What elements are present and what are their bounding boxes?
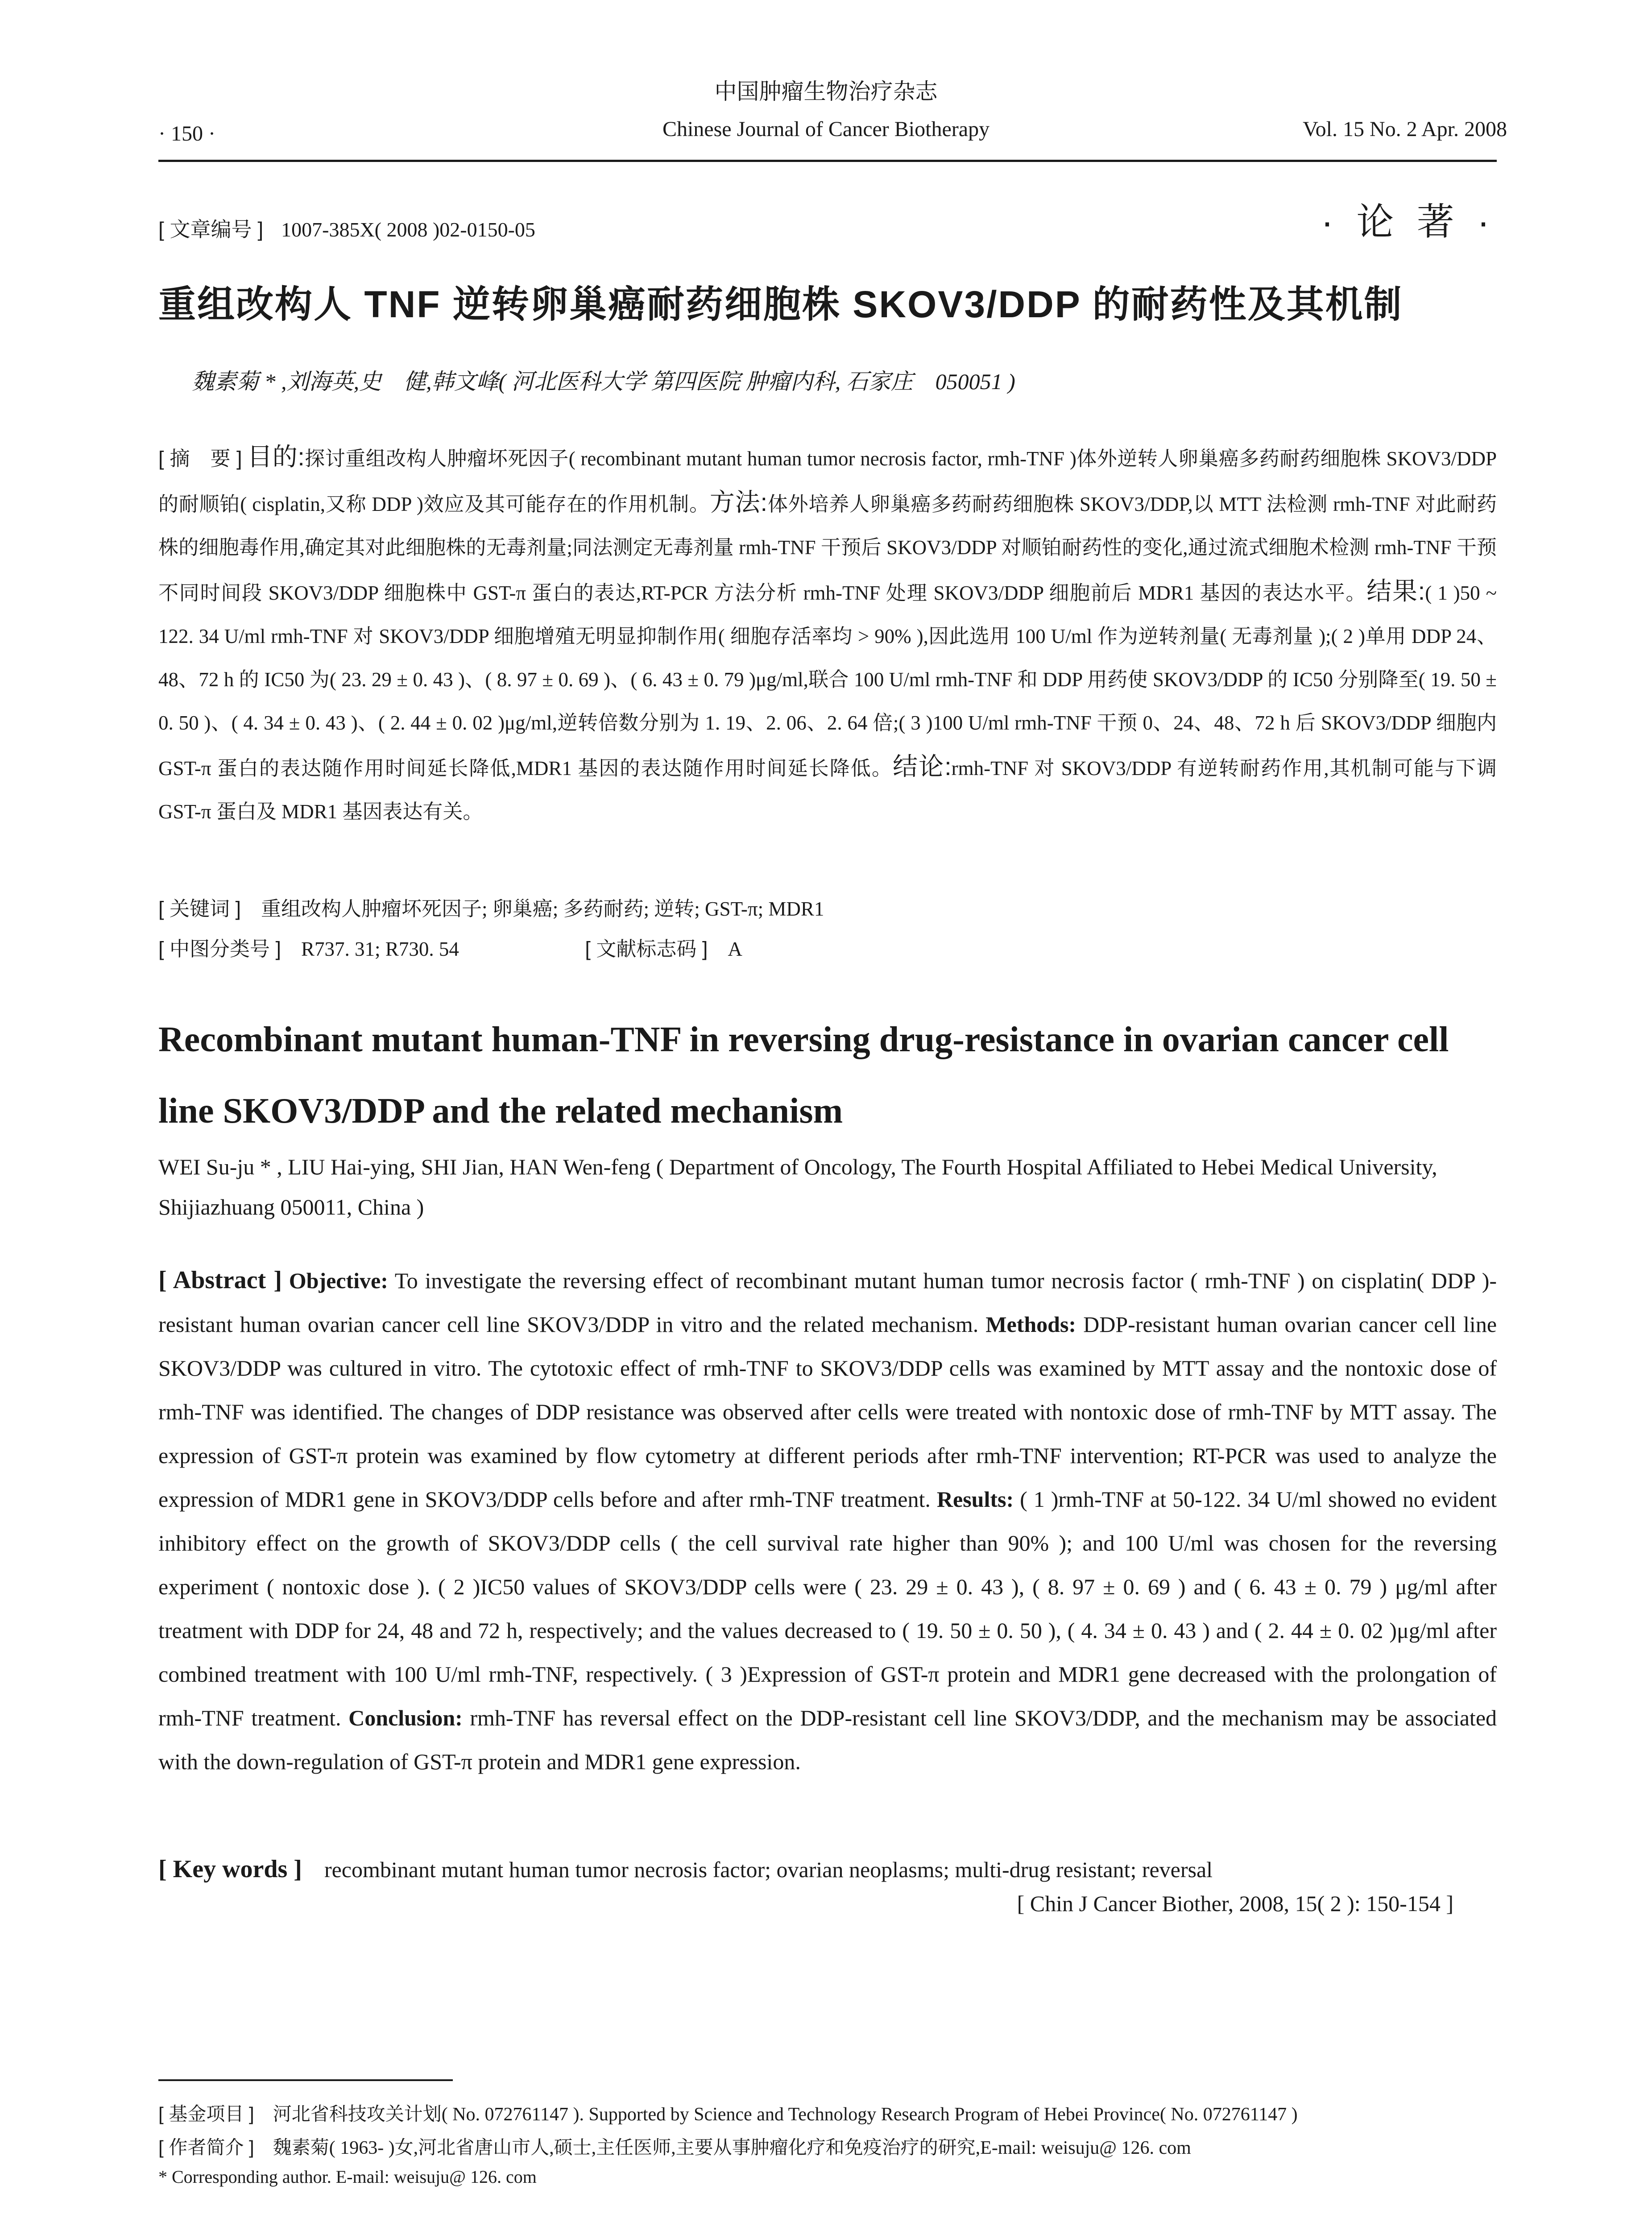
abstract-en [158,1258,1497,1783]
title-en: Recombinant mutant human-TNF in reversing drug-resistance in ovarian cancer cell line SKOV3/DDP and the related mechanism [158,1020,1449,1131]
abstract-en-conclusion: rmh-TNF has reversal effect on the DDP-resistant cell line SKOV3/DDP, and the mechanism may be associated with the down-regulation of GST-π protein and MDR1 gene expression. [158,1705,1497,1774]
footnote-author-label: [ 作者简介 ] [158,2137,254,2158]
abstract-en-conclusion-label: Conclusion: [348,1705,463,1730]
title-cn: 重组改构人 TNF 逆转卵巢癌耐药细胞株 SKOV3/DDP 的耐药性及其机制 [158,283,1403,325]
article-id-label: [ 文章编号 ] [158,218,264,241]
footnote-fund [158,2099,1298,2126]
abstract-en-results: ( 1 )rmh-TNF at 50-122. 34 U/ml showed no evident inhibitory effect on the growth of SKOV3/DDP cells ( the cell survival rate higher than 90% ); and 100 U/ml was chosen for the reversing experiment ( nontoxic dose ). ( 2 )IC50 values of SKOV3/DDP cells were ( 23. 29 ± 0. 43 ), ( 8. 97 ± 0. 69 ) and ( 6. 43 ± 0. 79 ) μg/ml after treatment with DDP for 24, 48 and 72 h, respectively; and the values decreased to ( 19. 50 ± 0. 50 ), ( 4. 34 ± 0. 43 ) and ( 2. 44 ± 0. 02 )μg/ml after combined treatment with 100 U/ml rmh-TNF, respectively. ( 3 )Expression of GST-π protein and MDR1 gene decreased with the prolongation of rmh-TNF treatment. [158,1487,1497,1730]
citation: [ Chin J Cancer Biother, 2008, 15( 2 ): 150-154 ] [1017,1891,1453,1916]
authors-cn: 魏素菊 * ,刘海英,史 健,韩文峰( 河北医科大学 第四医院 肿瘤内科, 石家庄 050051 ) [192,369,1015,394]
abstract-en-results-label: Results: [936,1487,1014,1512]
classification [158,933,742,962]
footnote-corresponding: * Corresponding author. E-mail: weisuju@ 126. com [158,2167,537,2187]
volume-info: Vol. 15 No. 2 Apr. 2008 [1303,117,1507,141]
keywords-cn-label: [ 关键词 ] [158,897,241,920]
footnote-rule [158,2079,453,2081]
footnote-author [158,2133,1191,2160]
abstract-en-objective-label: Objective: [289,1268,388,1293]
doc-code-value: A [728,938,742,960]
abstract-cn [158,435,1497,834]
section-tag: · 论 著 · [1321,201,1496,243]
keywords-en-label: [ Key words ] [158,1855,302,1883]
abstract-cn-objective: 探讨重组改构人肿瘤坏死因子( recombinant mutant human tumor necrosis factor, rmh-TNF )体外逆转人卵巢癌多药耐药细胞株 SKOV3/DDP 的耐顺铂( cisplatin,又称 DDP )效应及其可能存在的作用机制。 [158,448,1497,515]
page-number: · 150 · [158,122,215,145]
abstract-cn-results-label: 结果: [1366,577,1425,605]
abstract-cn-conclusion-label: 结论: [892,752,952,780]
article-id [158,213,535,243]
abstract-cn-label: [ 摘 要 ] [158,447,242,470]
footnote-fund-text: 河北省科技攻关计划( No. 072761147 ). Supported by Science and Technology Research Program of Hebei Province( No. 072761147 ) [273,2104,1298,2125]
classification-label: [ 中图分类号 ] [158,937,282,960]
authors-en: WEI Su-ju * , LIU Hai-ying, SHI Jian, HAN Wen-feng ( Department of Oncology, The Fourth Hospital Affiliated to Hebei Medical University, Shijiazhuang 050011, China ) [158,1154,1437,1219]
abstract-en-methods: DDP-resistant human ovarian cancer cell line SKOV3/DDP was cultured in vitro. The cytotoxic effect of rmh-TNF to SKOV3/DDP cells was examined by MTT assay and the nontoxic dose of rmh-TNF was identified. The changes of DDP resistance was observed after cells were treated with nontoxic dose of rmh-TNF by MTT assay. The expression of GST-π protein was examined by flow cytometry at different periods after rmh-TNF intervention; RT-PCR was used to analyze the expression of MDR1 gene in SKOV3/DDP cells before and after rmh-TNF treatment. [158,1312,1497,1512]
journal-name-cn: 中国肿瘤生物治疗杂志 [714,79,938,104]
keywords-en-value: recombinant mutant human tumor necrosis factor; ovarian neoplasms; multi-drug resistant; reversal [324,1857,1213,1882]
abstract-cn-objective-label: 目的: [247,443,305,471]
footnote-fund-label: [ 基金项目 ] [158,2103,254,2124]
abstract-cn-methods: 体外培养人卵巢癌多药耐药细胞株 SKOV3/DDP,以 MTT 法检测 rmh-TNF 对此耐药株的细胞毒作用,确定其对此细胞株的无毒剂量;同法测定无毒剂量 rmh-TNF 干预后 SKOV3/DDP 对顺铂耐药性的变化,通过流式细胞术检测 rmh-TNF 干预不同时间段 SKOV3/DDP 细胞株中 GST-π 蛋白的表达,RT-PCR 方法分析 rmh-TNF 处理 SKOV3/DDP 细胞前后 MDR1 基因的表达水平。 [158,493,1497,604]
keywords-cn-value: 重组改构人肿瘤坏死因子; 卵巢癌; 多药耐药; 逆转; GST-π; MDR1 [261,898,824,920]
classification-value: R737. 31; R730. 54 [301,938,459,960]
abstract-en-label: [ Abstract ] [158,1266,282,1294]
journal-name-en: Chinese Journal of Cancer Biotherapy [662,117,990,141]
keywords-en [158,1847,1497,1891]
abstract-cn-methods-label: 方法: [709,488,768,516]
article-id-value: 1007-385X( 2008 )02-0150-05 [281,218,535,241]
keywords-cn [158,892,824,921]
doc-code-label: [ 文献标志码 ] [585,937,708,960]
abstract-en-methods-label: Methods: [985,1312,1076,1337]
abstract-cn-results: ( 1 )50 ~ 122. 34 U/ml rmh-TNF 对 SKOV3/DDP 细胞增殖无明显抑制作用( 细胞存活率均 > 90% ),因此选用 100 U/ml 作为逆转剂量( 无毒剂量 );( 2 )单用 DDP 24、48、72 h 的 IC50 为( 23. 29 ± 0. 43 )、( 8. 97 ± 0. 69 )、( 6. 43 ± 0. 79 )μg/ml,联合 100 U/ml rmh-TNF 和 DDP 用药使 SKOV3/DDP 的 IC50 分别降至( 19. 50 ± 0. 50 )、( 4. 34 ± 0. 43 )、( 2. 44 ± 0. 02 )μg/ml,逆转倍数分别为 1. 19、2. 06、2. 64 倍;( 3 )100 U/ml rmh-TNF 干预 0、24、48、72 h 后 SKOV3/DDP 细胞内 GST-π 蛋白的表达随作用时间延长降低,MDR1 基因的表达随作用时间延长降低。 [158,582,1497,780]
footnote-author-text: 魏素菊( 1963- )女,河北省唐山市人,硕士,主任医师,主要从事肿瘤化疗和免疫治疗的研究,E-mail: weisuju@ 126. com [273,2138,1191,2158]
header-rule [158,160,1497,162]
abstract-en-objective: To investigate the reversing effect of recombinant mutant human tumor necrosis factor ( rmh-TNF ) on cisplatin( DDP )-resistant human ovarian cancer cell line SKOV3/DDP in vitro and the related mechanism. [158,1268,1497,1337]
abstract-cn-conclusion: rmh-TNF 对 SKOV3/DDP 有逆转耐药作用,其机制可能与下调 GST-π 蛋白及 MDR1 基因表达有关。 [158,757,1497,823]
